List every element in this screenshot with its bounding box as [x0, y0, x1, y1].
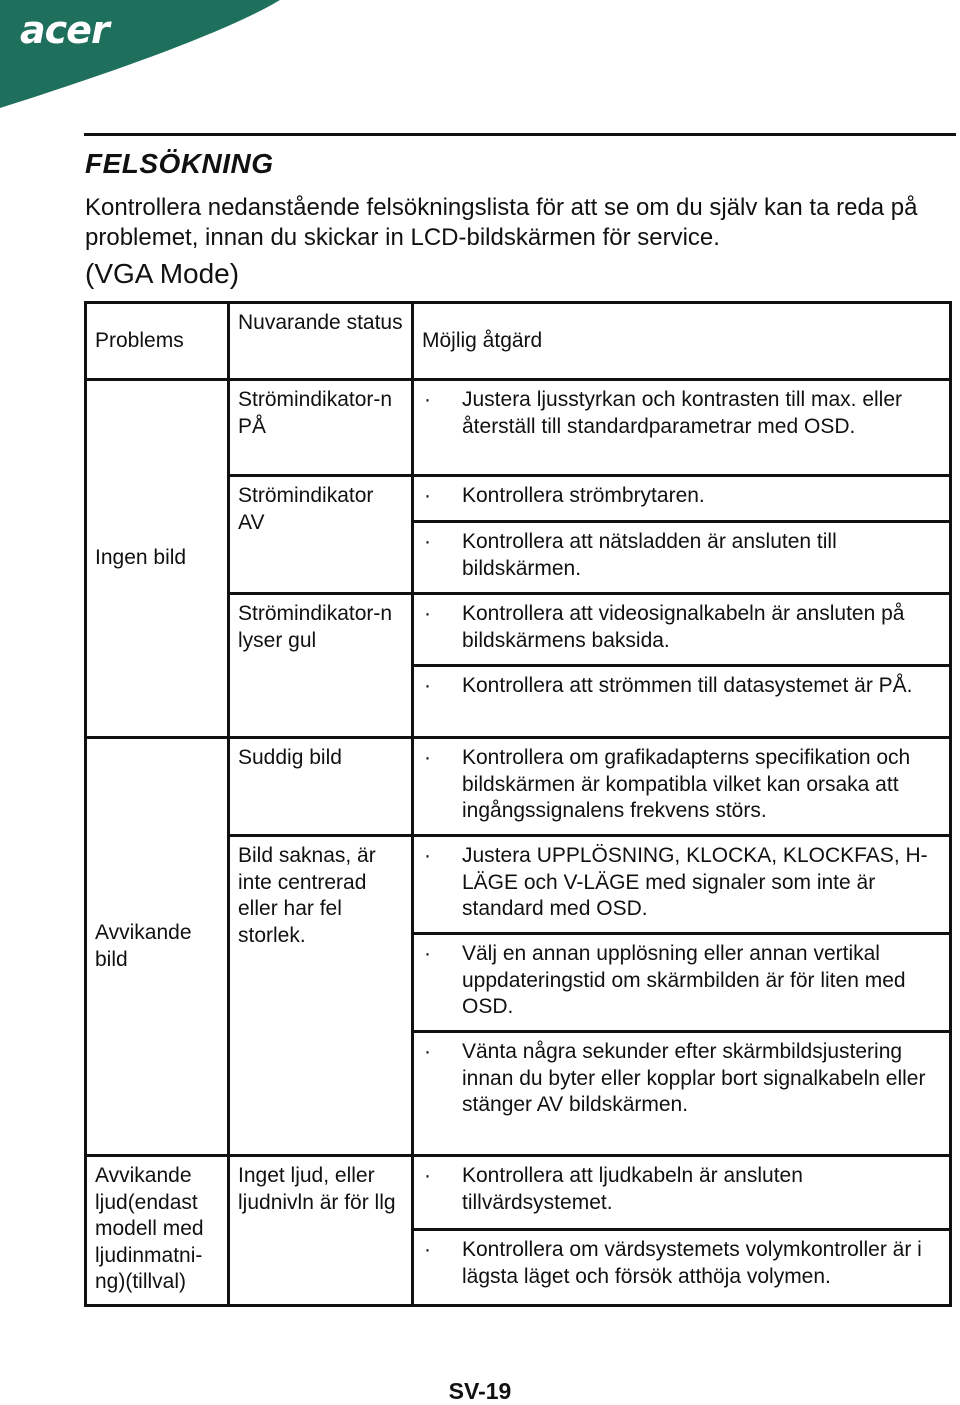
- table-row: [86, 738, 951, 836]
- table-row: [86, 1156, 951, 1230]
- status-cell: Bild saknas, är inte centrerad eller har fel storlek.: [229, 836, 413, 1156]
- action-cell: [413, 380, 951, 476]
- top-rule: [84, 133, 956, 136]
- bullet-icon: ·: [424, 942, 431, 965]
- table-header-row: [86, 303, 951, 380]
- status-cell: Suddig bild: [229, 738, 413, 836]
- bullet-icon: ·: [424, 674, 431, 697]
- troubleshooting-table: [84, 301, 952, 1307]
- action-cell: [413, 522, 951, 594]
- problem-cell: Avvikande bild: [86, 738, 229, 1156]
- problem-cell: Avvikande ljud(endast modell med ljudinmatni-ng)(tillval): [86, 1156, 229, 1306]
- bullet-icon: ·: [424, 484, 431, 507]
- status-cell: Inget ljud, eller ljudnivln är för llg: [229, 1156, 413, 1306]
- bullet-icon: ·: [424, 1164, 431, 1187]
- bullet-icon: ·: [424, 530, 431, 553]
- action-text: Kontrollera att nätsladden är ansluten till bildskärmen.: [462, 530, 837, 580]
- bullet-icon: ·: [424, 746, 431, 769]
- action-cell: [413, 836, 951, 934]
- page-number: SV-19: [448, 1378, 512, 1404]
- action-text: Justera UPPLÖSNING, KLOCKA, KLOCKFAS, H-LÄGE och V-LÄGE med signaler som inte är standard med OSD.: [462, 844, 928, 920]
- action-text: Kontrollera om värdsystemets volymkontroller är i lägsta läget och försök atthöja volymen.: [462, 1238, 922, 1288]
- action-cell: [413, 666, 951, 738]
- action-text: Vänta några sekunder efter skärmbildsjustering innan du byter eller kopplar bort signalkabeln eller stänger AV bildskärmen.: [462, 1040, 926, 1116]
- action-text: Kontrollera strömbrytaren.: [462, 484, 705, 507]
- action-cell: [413, 1230, 951, 1306]
- bullet-icon: ·: [424, 844, 431, 867]
- mode-label: (VGA Mode): [85, 258, 240, 289]
- page-title: FELSÖKNING: [85, 148, 274, 179]
- status-cell: Strömindikator AV: [229, 476, 413, 594]
- action-text: Kontrollera att ljudkabeln är ansluten tillvärdsystemet.: [462, 1164, 803, 1214]
- action-cell: [413, 1032, 951, 1156]
- action-cell: [413, 738, 951, 836]
- header-action: Möjlig åtgärd: [413, 303, 951, 380]
- bullet-icon: ·: [424, 1238, 431, 1261]
- action-cell: [413, 1156, 951, 1230]
- bullet-icon: ·: [424, 1040, 431, 1063]
- action-text: Välj en annan upplösning eller annan vertikal uppdateringstid om skärmbilden är för liten med OSD.: [462, 942, 906, 1018]
- action-text: Kontrollera att strömmen till datasystemet är PÅ.: [462, 674, 913, 697]
- action-cell: [413, 934, 951, 1032]
- problem-cell: Ingen bild: [86, 380, 229, 738]
- status-cell: Strömindikator-n lyser gul: [229, 594, 413, 738]
- intro-text: Kontrollera nedanstående felsökningslista för att se om du själv kan ta reda på problemet, innan du skickar in LCD-bildskärmen för service.: [85, 194, 918, 251]
- table-row: [86, 380, 951, 476]
- action-cell: [413, 476, 951, 522]
- brand-band: [0, 0, 290, 110]
- action-text: Justera ljusstyrkan och kontrasten till max. eller återställ till standardparametrar med OSD.: [462, 388, 903, 438]
- action-cell: [413, 594, 951, 666]
- status-cell: Strömindikator-n PÅ: [229, 380, 413, 476]
- bullet-icon: ·: [424, 602, 431, 625]
- bullet-icon: ·: [424, 388, 431, 411]
- action-text: Kontrollera om grafikadapterns specifikation och bildskärmen är kompatibla vilket kan orsaka att ingångssignalens frekvens störs.: [462, 746, 911, 822]
- header-problems: Problems: [86, 303, 229, 380]
- header-status: Nuvarande status: [229, 303, 413, 380]
- acer-logo: acer: [20, 8, 109, 52]
- action-text: Kontrollera att videosignalkabeln är ansluten på bildskärmens baksida.: [462, 602, 905, 652]
